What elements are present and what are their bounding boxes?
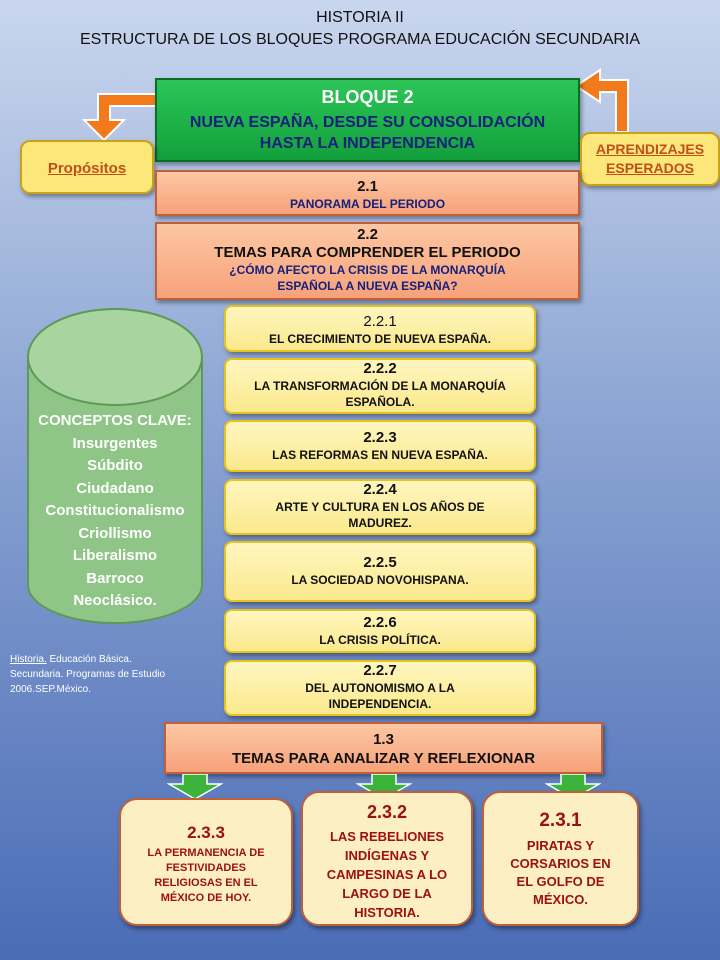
topic-2-3-1: [482, 791, 639, 926]
topic-2-3-3: [119, 798, 293, 926]
section-2-2-number: 2.2: [357, 226, 378, 243]
topic-2-3-2: [301, 791, 473, 926]
page-subtitle: ESTRUCTURA DE LOS BLOQUES PROGRAMA EDUCACIÓN SECUNDARIA: [79, 31, 641, 48]
topic-number: 2.3.3: [187, 823, 225, 842]
topic-label: LA PERMANENCIA DE FESTIVIDADES RELIGIOSAS EN EL MÉXICO DE HOY.: [147, 847, 265, 904]
aprendizajes-label-line2: ESPERADOS: [606, 160, 694, 176]
concepto-item: Barroco: [86, 569, 144, 587]
bloque-2-box: [155, 78, 580, 162]
topic-number: 2.2.5: [363, 554, 397, 571]
arrow-down-icon: [167, 774, 223, 800]
concepto-item: Súbdito: [87, 457, 143, 474]
section-2-2-question-line1: ¿CÓMO AFECTO LA CRISIS DE LA MONARQUÍA: [229, 263, 506, 277]
arrow-from-aprendizajes-icon: [572, 68, 642, 136]
topic-label: PIRATAS Y CORSARIOS EN EL GOLFO DE MÉXICO.: [510, 838, 611, 907]
topic-number: 2.3.2: [366, 802, 408, 822]
topic-number: 2.3.1: [539, 810, 582, 831]
section-2-2-question-line2: ESPAÑOLA A NUEVA ESPAÑA?: [277, 279, 458, 293]
topic-2-2-7: [224, 660, 536, 716]
aprendizajes-label-line1: APRENDIZAJES: [595, 141, 705, 157]
concepto-item: Ciudadano: [76, 479, 154, 497]
section-2-1-number: 2.1: [357, 178, 378, 195]
conceptos-clave: [26, 410, 204, 613]
propositos-box[interactable]: [20, 140, 154, 194]
topic-label: LAS REBELIONES INDÍGENAS Y CAMPESINAS A LO LARGO DE LA HISTORIA.: [326, 829, 448, 920]
section-2-2-label: TEMAS PARA COMPRENDER EL PERIODO: [214, 244, 521, 261]
concepto-item: Criollismo: [78, 524, 152, 542]
topic-number: 2.2.4: [363, 481, 397, 498]
topic-label: LAS REFORMAS EN NUEVA ESPAÑA.: [272, 448, 488, 462]
propositos-label: Propósitos: [47, 160, 127, 177]
concepto-item: Insurgentes: [72, 434, 158, 452]
conceptos-title: CONCEPTOS CLAVE:: [38, 412, 192, 429]
topic-label: LA TRANSFORMACIÓN DE LA MONARQUÍA ESPAÑOLA.: [254, 379, 506, 409]
topic-2-2-5: [224, 541, 536, 602]
topic-2-2-3: [224, 420, 536, 472]
topic-number: 2.2.7: [363, 662, 397, 679]
topic-label: LA SOCIEDAD NOVOHISPANA.: [291, 573, 469, 587]
topic-2-2-1: [224, 305, 536, 352]
aprendizajes-box[interactable]: [580, 132, 720, 186]
topic-2-2-6: [224, 609, 536, 653]
section-1-3-number: 1.3: [373, 731, 394, 748]
topic-label: DEL AUTONOMISMO A LA INDEPENDENCIA.: [305, 681, 455, 711]
bloque-subtitle-line1: NUEVA ESPAÑA, DESDE SU CONSOLIDACIÓN: [189, 114, 546, 131]
section-2-1-label: PANORAMA DEL PERIODO: [289, 197, 446, 211]
arrow-to-propositos-icon: [70, 86, 165, 146]
bloque-subtitle-line2: HASTA LA INDEPENDENCIA: [259, 135, 476, 152]
topic-number: 2.2.2: [363, 360, 397, 377]
source-rest: Educación Básica. Secundaria. Programas de Estudio 2006.SEP.México.: [10, 654, 166, 695]
section-2-1-box: [155, 170, 580, 216]
source-citation: [10, 652, 170, 697]
topic-number: 2.2.1: [363, 313, 397, 330]
page-title: HISTORIA II: [316, 9, 404, 26]
section-1-3-label: TEMAS PARA ANALIZAR Y REFLEXIONAR: [231, 750, 536, 767]
topic-label: EL CRECIMIENTO DE NUEVA ESPAÑA.: [268, 332, 492, 346]
concepto-item: Neoclásico.: [73, 592, 157, 609]
concepto-item: Constitucionalismo: [45, 502, 185, 519]
source-underlined: Historia.: [10, 654, 47, 665]
section-2-2-box: [155, 222, 580, 300]
topic-2-2-2: [224, 358, 536, 414]
topic-number: 2.2.3: [363, 429, 397, 446]
topic-number: 2.2.6: [363, 614, 397, 631]
concepto-item: Liberalismo: [72, 547, 158, 564]
section-1-3-box: [164, 722, 603, 774]
topic-label: LA CRISIS POLÍTICA.: [319, 633, 441, 647]
topic-2-2-4: [224, 479, 536, 535]
topic-label: ARTE Y CULTURA EN LOS AÑOS DE MADUREZ.: [275, 500, 485, 530]
bloque-title: BLOQUE 2: [321, 87, 414, 107]
